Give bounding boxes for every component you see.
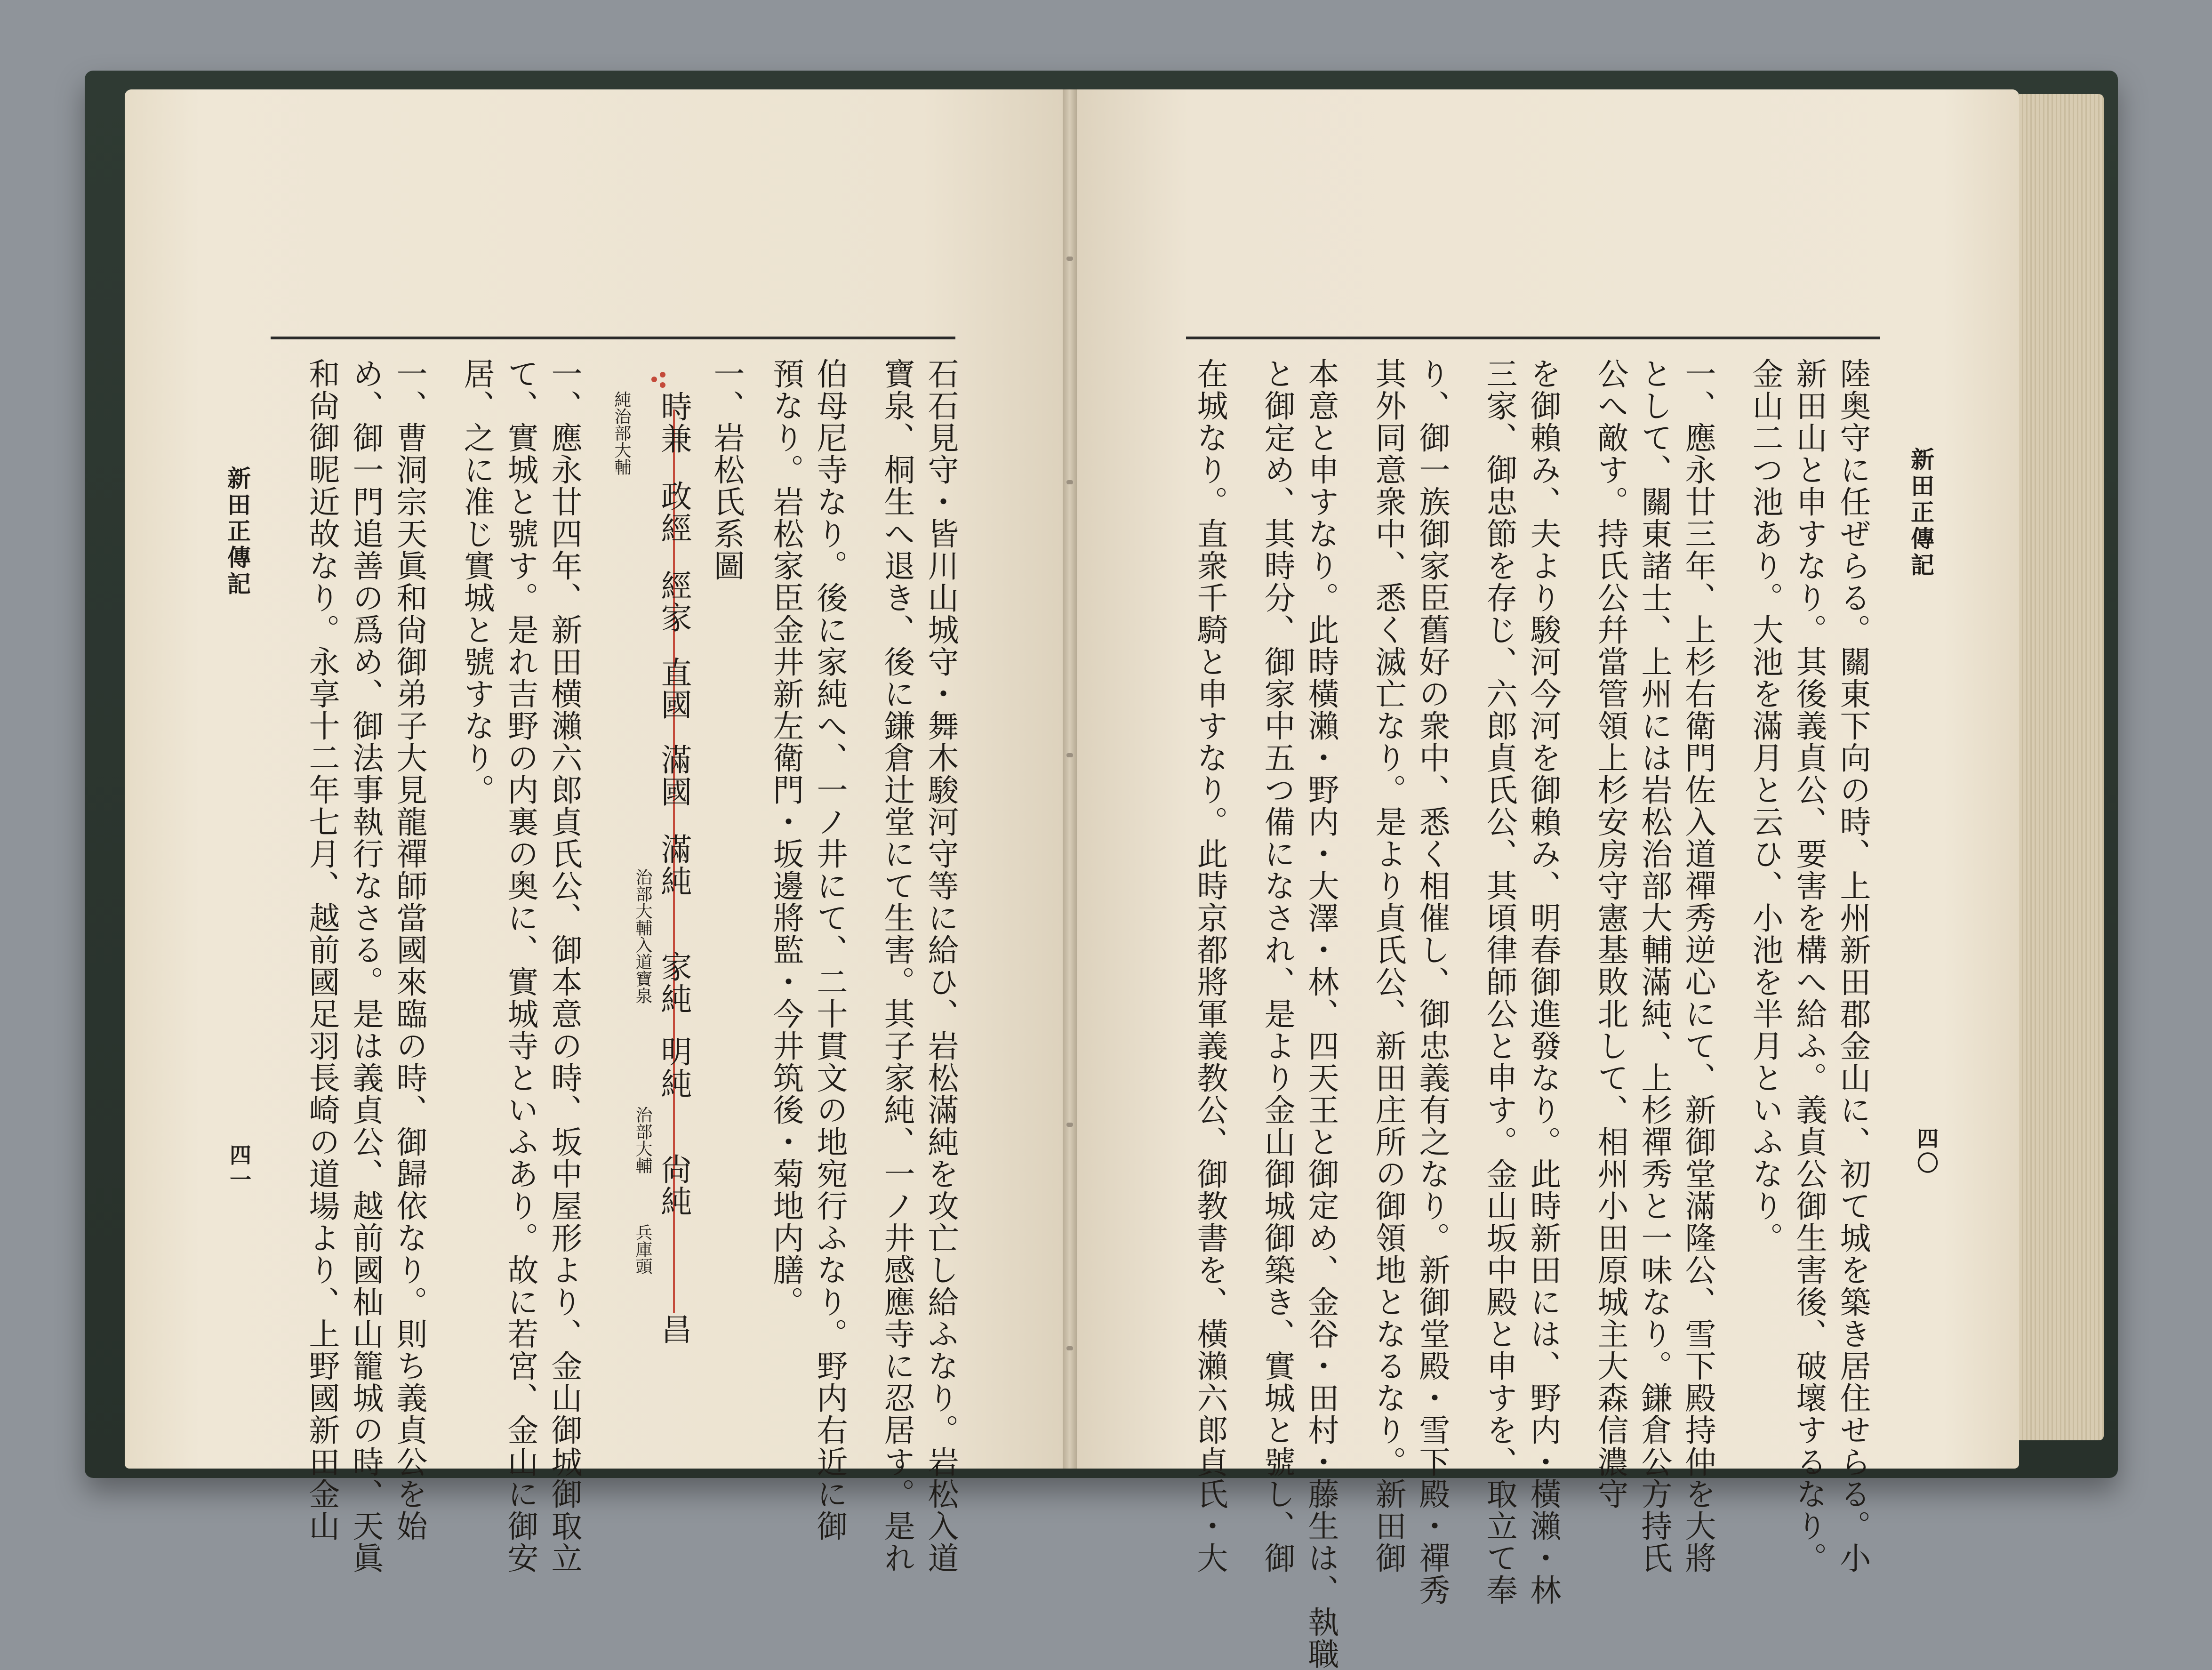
binding-stitch [1066,480,1073,484]
genealogy-title: 一、岩松氏系圖 [708,358,745,582]
genealogy-name: 明純 [656,1036,692,1100]
genealogy-name: 家純 [656,951,692,1015]
text-column: 和尙御昵近故なり。永享十二年七月、越前國足羽長崎の道場より、上野國新田金山 [304,358,340,1542]
genealogy-name: 尙純 [656,1153,692,1217]
genealogy-marker [651,377,657,382]
genealogy-name: 政經 [656,480,692,544]
text-column: 金山二つ池あり。大池を滿月と云ひ、小池を半月といふなり。 [1747,358,1783,1254]
text-column: 其外同意衆中、悉く滅亡なり。是より貞氏公、新田庄所の御領地となるなり。新田御 [1370,358,1406,1574]
text-column: 居、之に准じ實城と號すなり。 [458,358,495,806]
genealogy-name: 滿純 [656,833,692,897]
text-column: 本意と申すなり。此時橫瀨・野内・大澤・林、四天王と御定め、金谷・田村・藤生は、執職 [1303,358,1339,1670]
text-column: 三家、御忠節を存じ、六郎貞氏公、其頃律師公と申す。金山坂中殿と申すを、取立て奉 [1481,358,1517,1606]
text-column: り、御一族御家臣舊好の衆中、悉く相催し、御忠義有之なり。新御堂殿・雪下殿・禪秀 [1414,358,1450,1606]
book-gutter [1063,89,1077,1469]
running-head-left: 新田正傳記 [224,466,251,598]
genealogy-name: 經家 [656,570,692,634]
text-column: として、關東諸士、上州には岩松治部大輔滿純、上杉禪秀と一味なり。鎌倉公方持氏 [1636,358,1672,1574]
binding-stitch [1066,1123,1073,1127]
page-number-left: 四一 [226,1144,252,1193]
left-top-rule [271,337,955,339]
genealogy-side-note: 治部大輔入道寶泉 [633,868,652,1004]
binding-stitch [1066,257,1073,261]
text-column: 公へ敵す。持氏公幷當管領上杉安房守憲基敗北して、相州小田原城主大森信濃守 [1592,358,1628,1510]
genealogy-name: 滿國 [656,744,692,808]
text-column: 新田山と申すなり。其後義貞公、要害を構へ給ふ。義貞公御生害後、破壞するなり。 [1791,358,1827,1574]
running-head-right: 新田正傳記 [1907,447,1935,579]
text-column: 一、曹洞宗天眞和尙御弟子大見龍禪師當國來臨の時、御歸依なり。則ち義貞公を始 [391,358,427,1542]
genealogy-marker [660,372,665,377]
text-column: を御賴み、夫より駿河今河を御賴み、明春御進發なり。此時新田には、野内・橫瀨・林 [1525,358,1561,1606]
text-column: 寶泉、桐生へ退き、後に鎌倉辻堂にて生害。其子家純、一ノ井感應寺に忍居す。是れ [879,358,915,1574]
binding-stitch [1066,1346,1073,1350]
binding-stitch [1066,753,1073,757]
text-column: 預なり。岩松家臣金井新左衛門・坂邊將監・今井筑後・菊地内膳。 [768,358,804,1318]
right-top-rule [1186,337,1880,339]
text-column: て、實城と號す。是れ吉野の内裏の奥に、實城寺といふあり。故に若宮、金山に御安 [502,358,538,1574]
text-column: 在城なり。直衆千騎と申すなり。此時京都將軍義教公、御教書を、橫瀨六郎貞氏・大 [1192,358,1228,1574]
text-column: め、御一門追善の爲め、御法事執行なさる。是は義貞公、越前國杣山籠城の時、天眞 [347,358,384,1574]
genealogy-side-note: 治部大輔 [633,1106,652,1174]
text-column: 石石見守・皆川山城守・舞木駿河守等に給ひ、岩松滿純を攻亡し給ふなり。岩松入道 [922,358,959,1574]
genealogy-name: 時兼 [656,391,692,455]
genealogy-side-note: 兵庫頭 [633,1224,652,1275]
genealogy-side-note: 純治部大輔 [612,391,631,475]
genealogy-name: 直國 [656,657,692,721]
text-column: 伯母尼寺なり。後に家純へ、一ノ井にて、二十貫文の地宛行ふなり。野内右近に御 [811,358,848,1542]
page-edges [2019,94,2104,1440]
text-column: 陸奥守に任ぜらる。關東下向の時、上州新田郡金山に、初て城を築き居住せらる。小 [1835,358,1871,1574]
text-column: 一、應永廿三年、上杉右衛門佐入道禪秀逆心にて、新御堂滿隆公、雪下殿持仲を大將 [1680,358,1716,1574]
text-column: 一、應永廿四年、新田横瀨六郎貞氏公、御本意の時、坂中屋形より、金山御城御取立 [546,358,582,1574]
page-number-right: 四〇 [1914,1127,1939,1176]
text-column: と御定め、其時分、御家中五つ備になされ、是より金山御城御築き、實城と號し、御 [1259,358,1295,1574]
genealogy-marker [660,382,665,388]
genealogy-name: 昌 [656,1313,692,1345]
